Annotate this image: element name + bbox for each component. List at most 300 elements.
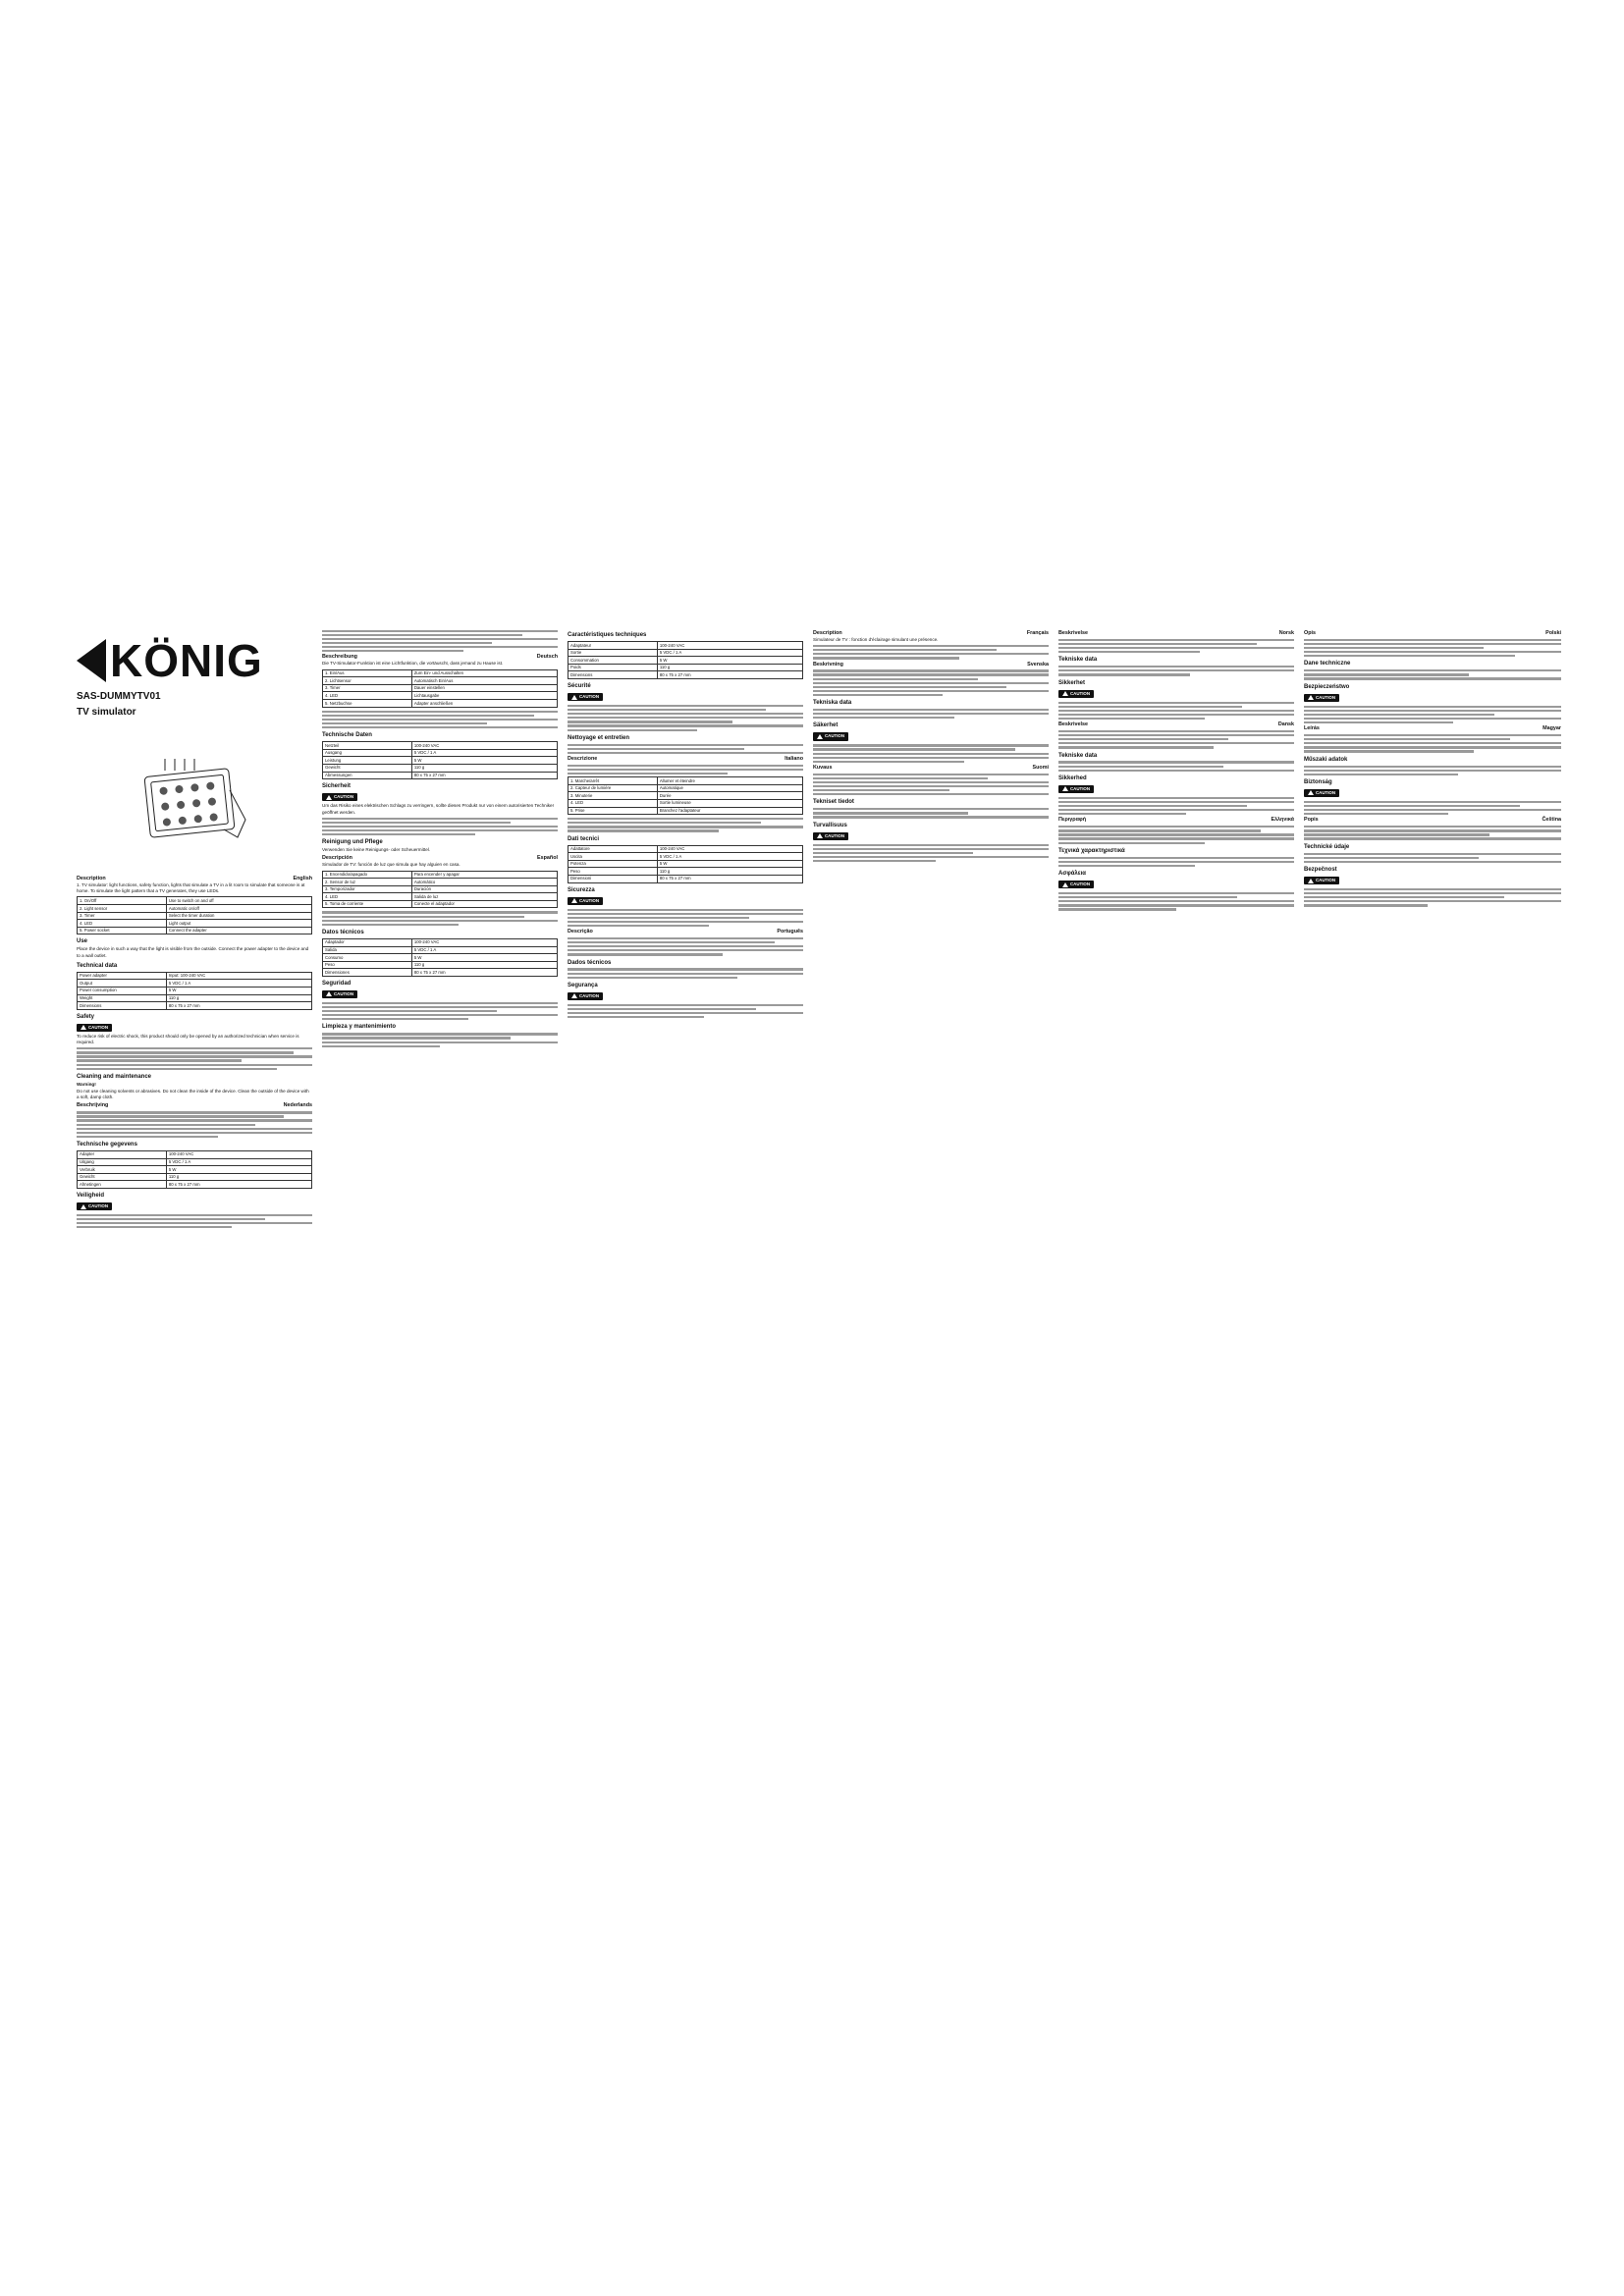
table-row: Ausgang 5 VDC / 1 A bbox=[323, 749, 558, 757]
text-line bbox=[322, 630, 558, 632]
intro-text: Simulador de TV: función de luz que simula que hay alguien en casa. bbox=[322, 862, 460, 868]
body-text-lines bbox=[813, 669, 1049, 696]
table-row: 3. Minuterie Durée bbox=[568, 792, 803, 800]
text-line bbox=[813, 774, 1049, 775]
text-line bbox=[1304, 718, 1561, 720]
warning-triangle-icon bbox=[1308, 879, 1314, 883]
text-line bbox=[813, 694, 943, 696]
safety-title: Bezpečnost bbox=[1304, 866, 1337, 873]
body-text-lines bbox=[813, 808, 1049, 818]
text-line bbox=[1304, 837, 1561, 839]
text-line bbox=[813, 669, 1049, 671]
text-line bbox=[813, 673, 1049, 675]
text-line bbox=[1304, 892, 1561, 894]
text-line bbox=[1304, 647, 1484, 649]
model-number: SAS-DUMMYTV01 bbox=[77, 691, 161, 702]
section-header-french: Description Français bbox=[813, 630, 1049, 636]
text-line bbox=[813, 748, 1015, 750]
tech-table bbox=[568, 845, 803, 883]
safety-title: Biztonság bbox=[1304, 778, 1332, 785]
body-text-lines bbox=[77, 1111, 312, 1138]
tech-table bbox=[568, 641, 803, 679]
text-line bbox=[1058, 865, 1195, 867]
text-line bbox=[568, 724, 803, 726]
text-line bbox=[568, 917, 749, 919]
caution-badge: CAUTION bbox=[813, 832, 848, 840]
table-row: Netzteil 100-240 VAC bbox=[323, 742, 558, 750]
text-line bbox=[322, 822, 511, 824]
body-text-lines bbox=[568, 1004, 803, 1018]
text-line bbox=[1058, 908, 1176, 910]
text-line bbox=[322, 1045, 440, 1047]
safety-title: Sicurezza bbox=[568, 886, 595, 893]
text-line bbox=[813, 713, 1049, 715]
table-row: 4. LED Light output bbox=[78, 920, 312, 928]
text-line bbox=[568, 748, 744, 750]
text-line bbox=[568, 822, 761, 824]
text-line bbox=[77, 1128, 312, 1130]
text-line bbox=[322, 1033, 558, 1035]
tech-title: Caractéristiques techniques bbox=[568, 632, 647, 638]
caution-badge: CAUTION bbox=[1058, 881, 1094, 888]
text-line bbox=[1304, 643, 1561, 645]
table-row: Consommation 5 W bbox=[568, 657, 803, 665]
body-text-lines bbox=[322, 1002, 558, 1021]
text-line bbox=[1304, 742, 1561, 744]
table-row: Uscita 5 VDC / 1 A bbox=[568, 853, 803, 861]
parts-table bbox=[322, 871, 558, 909]
brand-name: KÖNIG bbox=[110, 635, 263, 686]
body-text-lines bbox=[813, 645, 1049, 659]
table-row: Peso 110 g bbox=[323, 961, 558, 969]
text-line bbox=[322, 1018, 468, 1020]
text-line bbox=[1304, 805, 1520, 807]
text-line bbox=[568, 913, 803, 915]
text-line bbox=[77, 1222, 312, 1224]
tech-title: Tekniset tiedot bbox=[813, 799, 854, 806]
use-title: Use bbox=[77, 938, 88, 945]
text-line bbox=[1058, 746, 1214, 748]
body-text-lines bbox=[1304, 706, 1561, 724]
text-line bbox=[322, 715, 534, 717]
table-row: 3. Temporizador Duración bbox=[323, 885, 558, 893]
tech-title: Tekniske data bbox=[1058, 752, 1098, 759]
text-line bbox=[568, 977, 737, 979]
safety-title: Turvallisuus bbox=[813, 822, 847, 828]
body-text-lines bbox=[568, 744, 803, 754]
safety-title: Sikkerhet bbox=[1058, 679, 1086, 686]
text-line bbox=[568, 941, 775, 943]
text-line bbox=[77, 1132, 312, 1134]
tech-table bbox=[77, 972, 312, 1010]
language-label: English bbox=[293, 876, 312, 881]
text-line bbox=[1058, 734, 1294, 736]
text-line bbox=[813, 785, 1049, 787]
text-line bbox=[568, 729, 697, 731]
body-text-lines bbox=[568, 968, 803, 978]
text-line bbox=[568, 1012, 803, 1014]
warning-triangle-icon bbox=[571, 898, 577, 903]
table-row: Adattatore 100-240 VAC bbox=[568, 845, 803, 853]
table-row: 2. Sensor de luz Automático bbox=[323, 879, 558, 886]
table-row: 1. On/Off Use to switch on and off bbox=[78, 897, 312, 905]
text-line bbox=[1304, 833, 1489, 835]
text-line bbox=[1058, 673, 1190, 675]
caution-badge: CAUTION bbox=[1058, 785, 1094, 793]
cleaning-title: Reinigung und Pflege bbox=[322, 839, 383, 846]
body-text-lines bbox=[1058, 857, 1294, 867]
parts-table bbox=[568, 776, 803, 815]
warning-triangle-icon bbox=[571, 695, 577, 700]
text-line bbox=[813, 744, 1049, 746]
text-line bbox=[813, 645, 1049, 647]
cleaning-text: Do not use cleaning solvents or abrasives. Do not clean the inside of the device. Clean the outside of the device with a soft, damp cloth. bbox=[77, 1089, 309, 1100]
text-line bbox=[1304, 801, 1561, 803]
text-line bbox=[568, 713, 803, 715]
text-line bbox=[1058, 710, 1294, 712]
body-text-lines bbox=[1304, 888, 1561, 907]
body-text-lines bbox=[813, 709, 1049, 719]
body-text-lines bbox=[1304, 639, 1561, 658]
table-row: Dimensioni 80 x 75 x 27 mm bbox=[568, 875, 803, 882]
text-line bbox=[1058, 829, 1261, 831]
cleaning-text: Verwenden Sie keine Reinigungs- oder Scheuermittel. bbox=[322, 847, 431, 853]
text-line bbox=[1058, 833, 1294, 835]
text-line bbox=[568, 769, 803, 771]
body-text-lines bbox=[1058, 892, 1294, 911]
text-line bbox=[1304, 826, 1561, 828]
cleaning-warning: Warning! bbox=[77, 1081, 96, 1087]
body-text-lines bbox=[1304, 734, 1561, 753]
tech-table bbox=[77, 1150, 312, 1189]
section-header-finnish: Kuvaus Suomi bbox=[813, 764, 1049, 771]
text-line bbox=[1304, 766, 1561, 768]
text-line bbox=[1058, 805, 1247, 807]
table-row: 5. Toma de corriente Conecte el adaptador bbox=[323, 900, 558, 908]
text-line bbox=[1058, 904, 1294, 906]
text-line bbox=[568, 765, 803, 767]
text-line bbox=[568, 829, 719, 831]
body-text-lines bbox=[568, 909, 803, 928]
table-row: 5. Prise Branchez l'adaptateur bbox=[568, 807, 803, 815]
text-line bbox=[1058, 813, 1186, 815]
table-row: Abmessungen 80 x 75 x 27 mm bbox=[323, 772, 558, 779]
tech-title: Datos técnicos bbox=[322, 929, 364, 935]
text-line bbox=[1304, 813, 1448, 815]
caution-badge: CAUTION bbox=[568, 693, 603, 701]
section-header-hungarian: Leírás Magyar bbox=[1304, 725, 1561, 732]
text-line bbox=[1058, 892, 1294, 894]
text-line bbox=[322, 826, 558, 828]
text-line bbox=[1058, 669, 1294, 671]
text-line bbox=[813, 761, 964, 763]
text-line bbox=[813, 657, 959, 659]
column-french bbox=[568, 628, 803, 1020]
text-line bbox=[568, 721, 732, 722]
caution-badge: CAUTION bbox=[322, 793, 357, 801]
text-line bbox=[322, 634, 522, 636]
caution-badge: CAUTION bbox=[1304, 694, 1339, 702]
table-row: Poids 110 g bbox=[568, 664, 803, 671]
text-line bbox=[77, 1055, 312, 1057]
table-row: 2. Capteur de lumière Automatique bbox=[568, 784, 803, 792]
table-row: Power adapter Input: 100-240 VAC bbox=[78, 972, 312, 980]
text-line bbox=[1058, 643, 1257, 645]
text-line bbox=[77, 1136, 218, 1138]
text-line bbox=[322, 722, 487, 724]
warning-triangle-icon bbox=[326, 795, 332, 800]
manual-sheet bbox=[69, 628, 1571, 1737]
section-header-dutch: Beschrijving Nederlands bbox=[77, 1102, 312, 1109]
text-line bbox=[322, 1041, 558, 1043]
text-line bbox=[568, 925, 709, 927]
body-text-lines bbox=[568, 765, 803, 774]
warning-triangle-icon bbox=[1062, 786, 1068, 791]
text-line bbox=[1058, 857, 1294, 859]
caution-badge: CAUTION bbox=[77, 1024, 112, 1032]
tech-title: Dane techniczne bbox=[1304, 661, 1351, 667]
safety-title: Segurança bbox=[568, 982, 598, 988]
text-line bbox=[77, 1124, 255, 1126]
text-line bbox=[1058, 714, 1294, 716]
text-line bbox=[1058, 896, 1237, 898]
body-text-lines bbox=[813, 744, 1049, 763]
text-line bbox=[1058, 742, 1294, 744]
text-line bbox=[1058, 639, 1294, 641]
body-text-lines bbox=[1058, 826, 1294, 844]
text-line bbox=[322, 924, 459, 926]
table-row: 3. Timer Dauer einstellen bbox=[323, 684, 558, 692]
caution-badge: CAUTION bbox=[1304, 877, 1339, 884]
table-row: Salida 5 VDC / 1 A bbox=[323, 946, 558, 954]
body-text-lines bbox=[322, 818, 558, 836]
text-line bbox=[1058, 797, 1294, 799]
table-row: Afmetingen 80 x 75 x 27 mm bbox=[78, 1181, 312, 1189]
table-row: Dimensions 80 x 75 x 27 mm bbox=[78, 1002, 312, 1010]
text-line bbox=[813, 717, 954, 719]
text-line bbox=[322, 1037, 511, 1039]
tech-title: Dados técnicos bbox=[568, 959, 612, 966]
text-line bbox=[813, 808, 1049, 810]
body-text-lines bbox=[813, 774, 1049, 796]
intro-text: Simulateur de TV : fonction d'éclairage simulant une présence. bbox=[813, 637, 939, 642]
table-row: Sortie 5 VDC / 1 A bbox=[568, 649, 803, 657]
text-line bbox=[1058, 900, 1294, 902]
text-line bbox=[813, 757, 1049, 759]
cleaning-title: Cleaning and maintenance bbox=[77, 1073, 152, 1080]
safety-title: Bezpieczeństwo bbox=[1304, 683, 1350, 690]
text-line bbox=[568, 968, 803, 970]
caution-badge: CAUTION bbox=[77, 1202, 112, 1210]
text-line bbox=[77, 1111, 312, 1113]
tech-title: Tekniske data bbox=[1058, 657, 1098, 664]
text-line bbox=[568, 973, 803, 975]
text-line bbox=[813, 852, 973, 854]
table-row: Dimensiones 80 x 75 x 27 mm bbox=[323, 969, 558, 977]
text-line bbox=[813, 856, 1049, 858]
section-header-greek: Περιγραφή Ελληνικά bbox=[1058, 817, 1294, 824]
text-line bbox=[1304, 774, 1458, 775]
body-text-lines bbox=[77, 1214, 312, 1228]
tech-title: Műszaki adatok bbox=[1304, 756, 1348, 763]
text-line bbox=[322, 642, 492, 644]
text-line bbox=[813, 816, 1049, 818]
text-line bbox=[322, 818, 558, 820]
text-line bbox=[1304, 750, 1474, 752]
text-line bbox=[1304, 829, 1561, 831]
text-line bbox=[322, 1014, 558, 1016]
tech-title: Τεχνικά χαρακτηριστικά bbox=[1058, 847, 1125, 854]
text-line bbox=[1304, 861, 1561, 863]
text-line bbox=[1304, 904, 1428, 906]
warning-triangle-icon bbox=[1062, 691, 1068, 696]
caution-badge: CAUTION bbox=[568, 897, 603, 905]
text-line bbox=[813, 860, 936, 862]
body-text-lines bbox=[1304, 801, 1561, 815]
column-polish bbox=[1304, 628, 1561, 908]
tech-title: Technische Daten bbox=[322, 732, 372, 739]
caution-badge: CAUTION bbox=[568, 992, 603, 1000]
section-header-italian: Descrizione Italiano bbox=[568, 755, 803, 762]
section-header-english bbox=[77, 876, 312, 882]
text-line bbox=[813, 653, 1049, 655]
use-text: Place the device in such a way that the light is visible from the outside. Connect the power adapter to the device and to a wall outlet. bbox=[77, 946, 309, 958]
warning-triangle-icon bbox=[81, 1204, 86, 1209]
safety-text: To reduce risk of electric shock, this product should only be opened by an authorized technician when service is required. bbox=[77, 1033, 299, 1045]
table-row: Potenza 5 W bbox=[568, 860, 803, 868]
table-row: Leistung 5 W bbox=[323, 757, 558, 765]
table-row: 1. Marche/arrêt Allumer et éteindre bbox=[568, 777, 803, 785]
text-line bbox=[1304, 639, 1561, 641]
text-line bbox=[1304, 714, 1494, 716]
text-line bbox=[813, 753, 1049, 755]
intro-text: 1. TV simulator: light functions, safety function, lights that simulate a TV in a lit room to simulate that someone is at home. To simulate the light pattern that a TV generates, they use LEDs. bbox=[77, 882, 305, 894]
body-text-lines bbox=[568, 937, 803, 956]
table-row: Output 5 VDC / 1 A bbox=[78, 980, 312, 988]
body-text-lines bbox=[322, 630, 558, 653]
text-line bbox=[1058, 738, 1228, 740]
section-header-german: Beschreibung Deutsch bbox=[322, 654, 558, 661]
body-text-lines bbox=[1058, 666, 1294, 675]
text-line bbox=[813, 789, 949, 791]
text-line bbox=[1304, 738, 1510, 740]
text-line bbox=[568, 709, 766, 711]
text-line bbox=[1304, 734, 1561, 736]
text-line bbox=[568, 1004, 803, 1006]
text-line bbox=[1304, 651, 1561, 653]
text-line bbox=[568, 826, 803, 828]
text-line bbox=[568, 717, 803, 719]
warning-triangle-icon bbox=[817, 833, 823, 838]
text-line bbox=[77, 1218, 265, 1220]
body-text-lines bbox=[1304, 766, 1561, 775]
table-row: 4. LED Sortie lumineuse bbox=[568, 799, 803, 807]
text-line bbox=[1058, 718, 1205, 720]
table-row: 2. Light sensor Automatic on/off bbox=[78, 905, 312, 913]
text-line bbox=[1058, 842, 1205, 844]
section-header-polish: Opis Polski bbox=[1304, 630, 1561, 636]
table-row: Power consumption 5 W bbox=[78, 987, 312, 994]
text-line bbox=[322, 1010, 497, 1012]
parts-table bbox=[322, 669, 558, 708]
text-line bbox=[1304, 706, 1561, 708]
tech-title: Technical data bbox=[77, 962, 118, 969]
text-line bbox=[1304, 677, 1561, 679]
safety-title: Veiligheid bbox=[77, 1192, 105, 1199]
text-line bbox=[1058, 651, 1200, 653]
text-line bbox=[1058, 706, 1242, 708]
table-row: 4. LED Lichtausgabe bbox=[323, 692, 558, 700]
section-heading: Description bbox=[77, 876, 106, 881]
table-row: Gewicht 110 g bbox=[78, 1173, 312, 1181]
column-english bbox=[77, 874, 312, 1230]
text-line bbox=[1304, 746, 1561, 748]
text-line bbox=[322, 726, 558, 728]
text-line bbox=[1304, 710, 1561, 712]
text-line bbox=[1058, 666, 1294, 667]
tech-table bbox=[322, 938, 558, 977]
text-line bbox=[322, 833, 475, 835]
text-line bbox=[322, 1002, 558, 1004]
section-header-spanish: Descripción Español bbox=[322, 855, 558, 862]
section-header-norwegian: Beskrivelse Norsk bbox=[1058, 630, 1294, 636]
body-text-lines bbox=[1304, 853, 1561, 863]
text-line bbox=[568, 921, 803, 923]
warning-triangle-icon bbox=[1308, 790, 1314, 795]
caution-badge: CAUTION bbox=[322, 990, 357, 998]
body-text-lines bbox=[322, 711, 558, 729]
text-line bbox=[813, 777, 988, 779]
body-text-lines bbox=[322, 911, 558, 925]
product-name: TV simulator bbox=[77, 707, 136, 718]
cleaning-title: Nettoyage et entretien bbox=[568, 734, 630, 741]
table-row: Adapter 100-240 VAC bbox=[78, 1150, 312, 1158]
text-line bbox=[813, 793, 1049, 795]
text-line bbox=[1058, 647, 1294, 649]
text-line bbox=[813, 678, 978, 680]
body-text-lines bbox=[1058, 761, 1294, 771]
table-row: Dimensions 80 x 75 x 27 mm bbox=[568, 671, 803, 679]
body-text-lines bbox=[1058, 639, 1294, 653]
table-row: Adaptateur 100-240 VAC bbox=[568, 642, 803, 650]
text-line bbox=[322, 1006, 558, 1008]
text-line bbox=[322, 711, 558, 713]
table-row: 3. Timer Select the timer duration bbox=[78, 912, 312, 920]
tech-table bbox=[322, 741, 558, 779]
text-line bbox=[1304, 896, 1504, 898]
warning-triangle-icon bbox=[571, 993, 577, 998]
warning-triangle-icon bbox=[1062, 882, 1068, 887]
text-line bbox=[77, 1064, 312, 1066]
text-line bbox=[1304, 669, 1561, 671]
text-line bbox=[1304, 770, 1561, 772]
text-line bbox=[322, 719, 558, 721]
text-line bbox=[1058, 801, 1294, 803]
text-line bbox=[77, 1059, 242, 1061]
text-line bbox=[77, 1226, 232, 1228]
cleaning-title: Limpieza y mantenimiento bbox=[322, 1024, 397, 1031]
column-norwegian bbox=[1058, 628, 1294, 912]
safety-title: Ασφάλεια bbox=[1058, 870, 1086, 877]
text-line bbox=[77, 1047, 312, 1049]
tech-title: Tekniska data bbox=[813, 700, 852, 707]
text-line bbox=[568, 953, 723, 955]
tech-title: Technické údaje bbox=[1304, 843, 1350, 850]
text-line bbox=[568, 945, 803, 947]
text-line bbox=[77, 1115, 284, 1117]
text-line bbox=[77, 1051, 294, 1053]
text-line bbox=[322, 829, 558, 831]
